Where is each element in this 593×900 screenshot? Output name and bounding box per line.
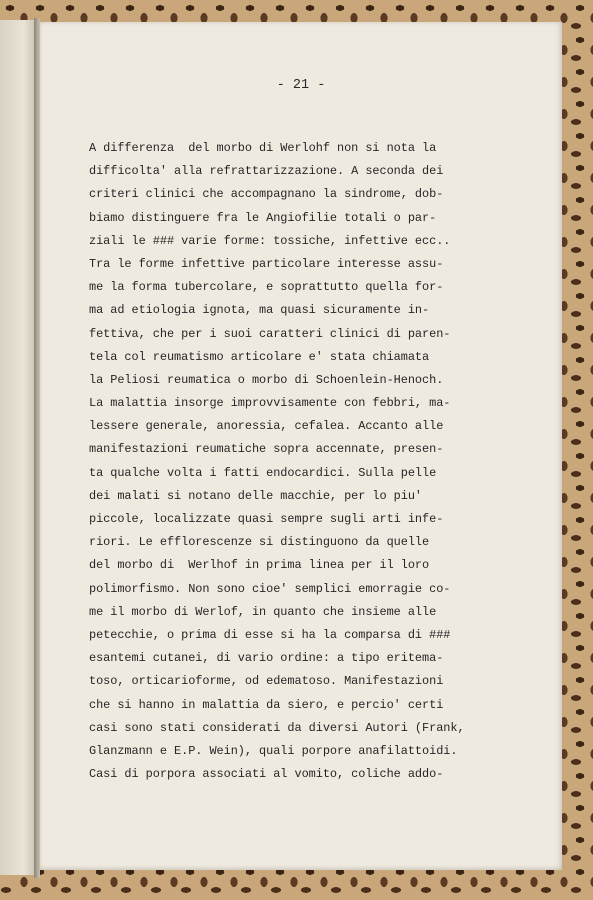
body-text bbox=[89, 137, 519, 786]
text-line: polimorfismo. Non sono cioe' semplici emorragie co- bbox=[89, 581, 451, 596]
text-line: fettiva, che per i suoi caratteri clinici di paren- bbox=[89, 326, 451, 341]
text-line: difficolta' alla refrattarizzazione. A seconda dei bbox=[89, 164, 444, 179]
text-line: che si hanno in malattia da siero, e percio' certi bbox=[89, 697, 444, 712]
text-line: dei malati si notano delle macchie, per lo piu' bbox=[89, 488, 423, 503]
text-line: Glanzmann e E.P. Wein), quali porpore anafilattoidi. bbox=[89, 743, 458, 758]
text-line: esantemi cutanei, di vario ordine: a tipo eritema- bbox=[89, 651, 444, 666]
left-page-edge bbox=[0, 20, 35, 875]
text-line: lessere generale, anoressia, cefalea. Accanto alle bbox=[89, 419, 444, 434]
text-line: criteri clinici che accompagnano la sindrome, dob- bbox=[89, 187, 444, 202]
text-line: Tra le forme infettive particolare interesse assu- bbox=[89, 256, 444, 271]
text-line: A differenza del morbo di Werlohf non si nota la bbox=[89, 141, 437, 155]
text-line: Casi di porpora associati al vomito, coliche addo- bbox=[89, 767, 444, 782]
text-line: casi sono stati considerati da diversi Autori (Frank, bbox=[89, 720, 465, 735]
text-line: toso, orticarioforme, od edematoso. Manifestazioni bbox=[89, 674, 444, 689]
text-line: me il morbo di Werlof, in quanto che insieme alle bbox=[89, 604, 437, 619]
text-line: petecchie, o prima di esse si ha la comparsa di ### bbox=[89, 627, 451, 642]
text-line: riori. Le efflorescenze si distinguono da quelle bbox=[89, 535, 430, 550]
text-line: me la forma tubercolare, e soprattutto quella for- bbox=[89, 280, 444, 295]
text-line: piccole, localizzate quasi sempre sugli arti infe- bbox=[89, 512, 444, 526]
text-line: ma ad etiologia ignota, ma quasi sicuramente in- bbox=[89, 303, 430, 318]
text-line: la Peliosi reumatica o morbo di Schoenlein-Henoch. bbox=[89, 372, 444, 387]
text-line: La malattia insorge improvvisamente con febbri, ma- bbox=[89, 396, 451, 411]
text-line: del morbo di Werlhof in prima linea per il loro bbox=[89, 558, 430, 573]
text-line: ziali le ### varie forme: tossiche, infettive ecc.. bbox=[89, 233, 451, 248]
text-line: manifestazioni reumatiche sopra accennate, presen- bbox=[89, 442, 444, 457]
text-line: tela col reumatismo articolare e' stata chiamata bbox=[89, 349, 430, 364]
page-number: - 21 - bbox=[276, 78, 326, 93]
text-line: ta qualche volta i fatti endocardici. Sulla pelle bbox=[89, 465, 437, 480]
text-line: biamo distinguere fra le Angiofilie totali o par- bbox=[89, 210, 437, 225]
